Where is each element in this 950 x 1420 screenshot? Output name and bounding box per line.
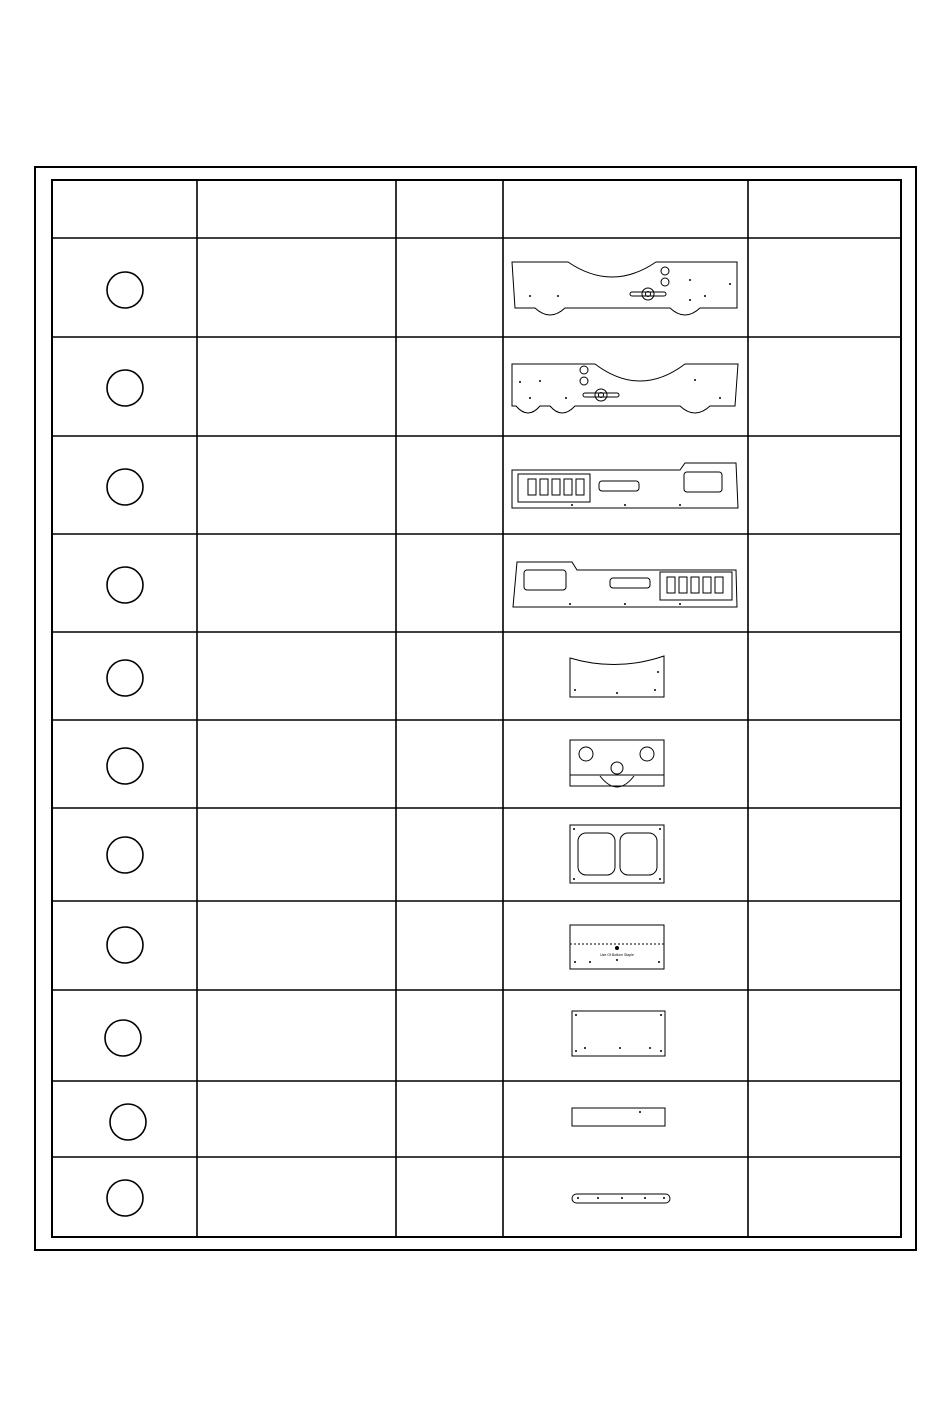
curved-top-panel-icon xyxy=(570,656,664,697)
part-number-circle xyxy=(110,1104,146,1140)
part-number-circle xyxy=(107,272,143,308)
speaker-panel-icon xyxy=(570,740,664,787)
panel-label: Use Of Bottom Staple xyxy=(600,953,634,957)
part-number-circle xyxy=(107,370,143,406)
part-number-circle xyxy=(107,837,143,873)
row-dividers xyxy=(52,238,901,1157)
table-border xyxy=(52,180,901,1237)
part-number-circle xyxy=(107,660,143,696)
part-number-circle xyxy=(107,469,143,505)
control-panel-left-icon xyxy=(512,463,738,508)
part-number-circle xyxy=(105,1020,141,1056)
rectangular-panel-icon xyxy=(572,1011,665,1056)
side-panel-right-icon xyxy=(512,364,738,413)
control-panel-right-icon xyxy=(513,562,737,607)
part-number-circle xyxy=(107,1180,143,1216)
part-number-circle xyxy=(107,927,143,963)
rounded-bar-icon xyxy=(572,1194,670,1203)
narrow-strip-icon xyxy=(572,1108,665,1126)
part-number-circle xyxy=(107,748,143,784)
column-dividers xyxy=(197,180,748,1237)
dual-opening-panel-icon xyxy=(570,825,664,883)
side-panel-left-icon xyxy=(512,262,737,315)
labeled-panel-icon xyxy=(570,925,664,969)
part-number-circle xyxy=(107,567,143,603)
